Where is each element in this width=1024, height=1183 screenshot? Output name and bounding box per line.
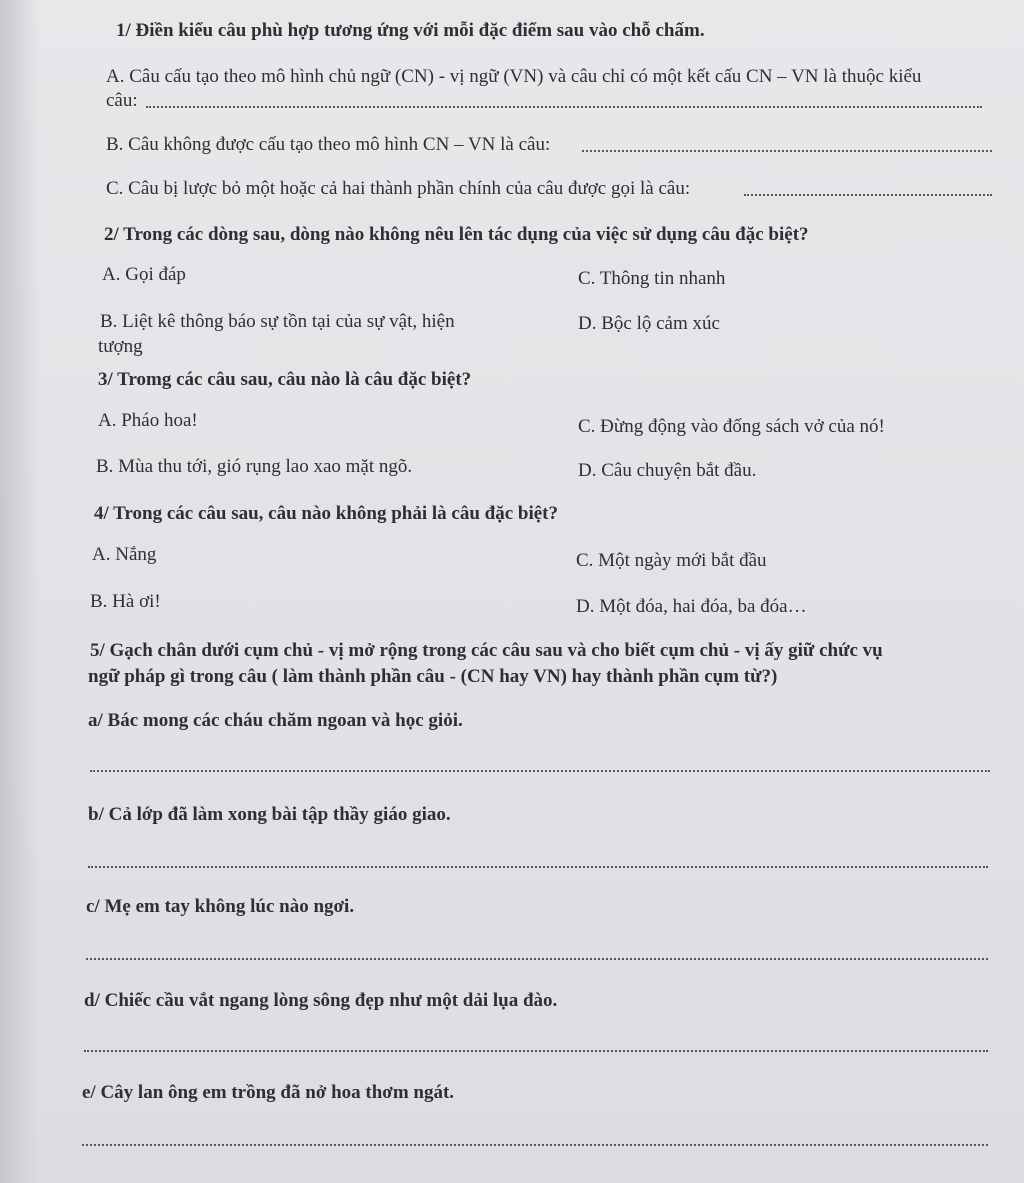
q1-c-answer-line[interactable] (744, 194, 992, 196)
q2-title: 2/ Trong các dòng sau, dòng nào không nêu lên tác dụng của việc sử dụng câu đặc biệt? (104, 224, 809, 245)
q5-title-line2: ngữ pháp gì trong câu ( làm thành phần câu - (CN hay VN) hay thành phần cụm từ?) (88, 666, 778, 687)
page-shadow (0, 0, 40, 1183)
q4-option-b: B. Hà ơi! (90, 591, 161, 612)
q1-option-a-line2: câu: (106, 90, 138, 111)
q2-option-b-line2: tượng (98, 336, 143, 357)
q5-item-d-answer-line[interactable] (84, 1050, 988, 1052)
q5-item-c-answer-line[interactable] (86, 958, 988, 960)
q1-option-c: C. Câu bị lược bỏ một hoặc cả hai thành phần chính của câu được gọi là câu: (106, 178, 691, 199)
q2-option-c: C. Thông tin nhanh (578, 268, 726, 289)
q5-item-d: d/ Chiếc cầu vắt ngang lòng sông đẹp như một dải lụa đào. (84, 990, 558, 1011)
q1-b-answer-line[interactable] (582, 150, 992, 152)
q5-item-c: c/ Mẹ em tay không lúc nào ngơi. (86, 896, 355, 917)
q1-a-answer-line[interactable] (146, 106, 982, 108)
q3-option-d: D. Câu chuyện bắt đầu. (578, 460, 757, 481)
q1-title: 1/ Điền kiểu câu phù hợp tương ứng với mỗi đặc điểm sau vào chỗ chấm. (116, 20, 705, 41)
q5-item-b: b/ Cả lớp đã làm xong bài tập thầy giáo giao. (88, 804, 451, 825)
q4-option-c: C. Một ngày mới bắt đầu (576, 550, 767, 571)
q5-item-e-answer-line[interactable] (82, 1144, 988, 1146)
q4-option-d: D. Một đóa, hai đóa, ba đóa… (576, 596, 807, 617)
q3-title: 3/ Tromg các câu sau, câu nào là câu đặc biệt? (98, 369, 472, 390)
q2-option-b-line1: B. Liệt kê thông báo sự tồn tại của sự vật, hiện (100, 311, 455, 332)
q4-title: 4/ Trong các câu sau, câu nào không phải là câu đặc biệt? (94, 503, 558, 524)
q5-item-a-answer-line[interactable] (90, 770, 990, 772)
q5-item-b-answer-line[interactable] (88, 866, 988, 868)
q3-option-c: C. Đừng động vào đống sách vở của nó! (578, 416, 885, 437)
q5-title-line1: 5/ Gạch chân dưới cụm chủ - vị mở rộng trong các câu sau và cho biết cụm chủ - vị ấy giữ chức vụ (90, 640, 883, 661)
q1-option-a-line1: A. Câu cấu tạo theo mô hình chủ ngữ (CN) - vị ngữ (VN) và câu chỉ có một kết cấu CN – VN là thuộc kiểu (106, 66, 922, 87)
q2-option-d: D. Bộc lộ cảm xúc (578, 313, 720, 334)
q3-option-b: B. Mùa thu tới, gió rụng lao xao mặt ngõ. (96, 456, 413, 477)
q5-item-a: a/ Bác mong các cháu chăm ngoan và học giỏi. (88, 710, 463, 731)
q1-option-b: B. Câu không được cấu tạo theo mô hình CN – VN là câu: (106, 134, 551, 155)
q3-option-a: A. Pháo hoa! (98, 410, 198, 431)
q5-item-e: e/ Cây lan ông em trồng đã nở hoa thơm ngát. (82, 1082, 455, 1103)
q2-option-a: A. Gọi đáp (102, 264, 186, 285)
q4-option-a: A. Nắng (92, 544, 157, 565)
